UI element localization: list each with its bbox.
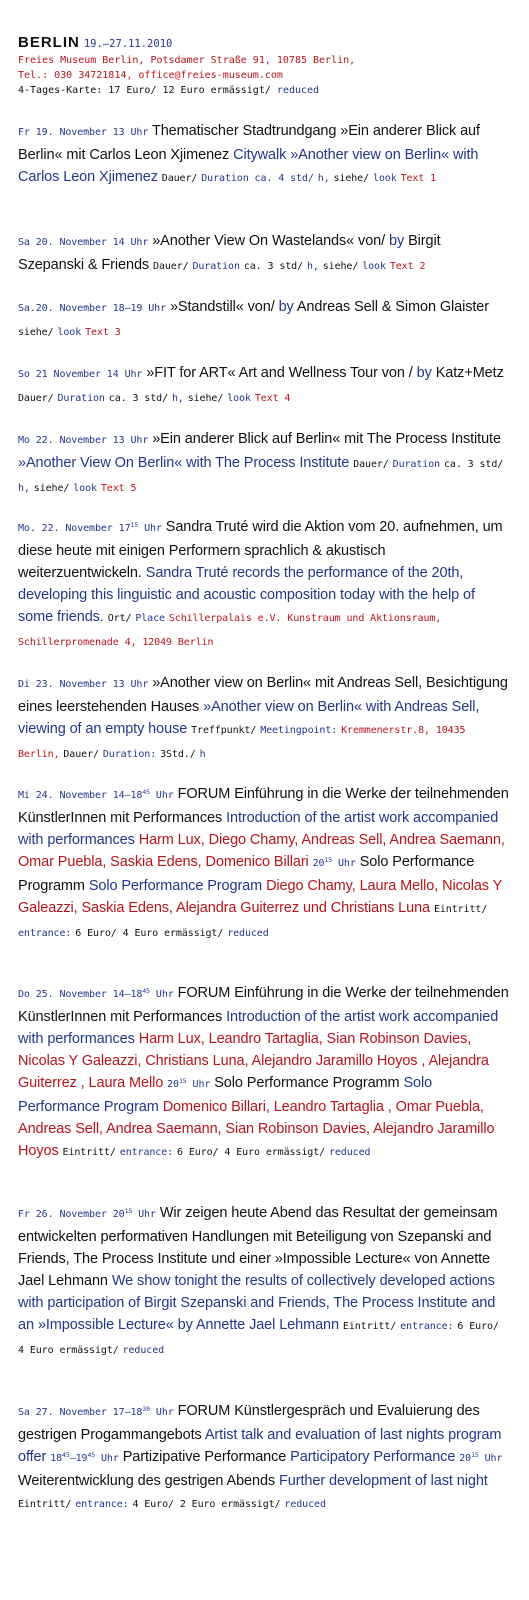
- event-date: Fr 19. November 13 Uhr: [18, 127, 149, 138]
- event-third-de: Weiterentwicklung des gestrigen Abends: [18, 1473, 276, 1489]
- meta-see-en: look: [57, 327, 82, 338]
- meta-price: 6 Euro/ 4 Euro ermässigt/: [18, 1321, 499, 1356]
- meta-see-en: look: [362, 261, 386, 272]
- meta-duration-en: Duration:: [102, 749, 157, 760]
- meta-place-en: Place: [135, 613, 165, 624]
- meta-see-en: look: [227, 393, 251, 404]
- meta-duration-en: Duration ca. 4 std/: [201, 173, 314, 184]
- event-artists: Birgit Szepanski & Friends: [18, 233, 441, 273]
- event-title-de: FORUM Einführung in die Werke der teilnehmenden KünstlerInnen mit Performances: [18, 786, 509, 826]
- meta-meeting-en: Meetingpoint:: [260, 725, 338, 736]
- meta-hours-en: h,: [171, 393, 184, 404]
- event-title-de: »Another view on Berlin« mit Andreas Sell, Besichtigung eines leerstehenden Hauses: [18, 675, 508, 715]
- meta-hours-en: h,: [18, 483, 30, 494]
- event-so-21: [18, 362, 510, 410]
- meta-entrance-en: entrance:: [18, 928, 72, 939]
- meta-entrance-de: Eintritt/: [342, 1321, 397, 1332]
- meta-see-de: siehe/: [18, 327, 54, 338]
- meta-see-de: siehe/: [333, 173, 370, 184]
- event-sa-20-evening: [18, 296, 510, 344]
- event-artists: Andreas Sell & Simon Glaister: [296, 299, 489, 315]
- event-do-25: [18, 982, 510, 1164]
- contact-line: Tel.: 030 34721814, office@freies-museum.com: [18, 70, 283, 81]
- event-mi-24: [18, 783, 510, 945]
- meta-duration-de: Dauer/: [18, 393, 54, 404]
- meta-entrance-en: entrance:: [400, 1321, 454, 1332]
- event-title-de: Wir zeigen heute Abend das Resultat der gemeinsam entwickelten performativen Handlungen mit Beteiligung von Szepanski and Friends, The Process Institute und einer »Impossible Lecture« von Annette Jael Lehmann: [18, 1205, 498, 1289]
- event-title-de: »Another View On Wastelands« von/: [152, 233, 386, 249]
- event-date: Sa 20. November 14 Uhr: [18, 237, 149, 248]
- event-subtitle-en: Solo Performance Program: [18, 1075, 433, 1115]
- meta-duration-value: ca. 3 std/: [108, 393, 168, 404]
- event-subtitle-en: Solo Performance Program: [88, 878, 263, 894]
- event-title-en: Sandra Truté records the performance of the 20th, developing this linguistic and acoustic composition today with the help of some friends.: [18, 565, 475, 625]
- event-third-en: Further development of last night: [279, 1473, 488, 1489]
- meta-see-en: look: [372, 173, 397, 184]
- meta-duration-value: ca. 3 std/: [443, 459, 504, 470]
- event-title-de: Thematischer Stadtrundgang »Ein anderer Blick auf Berlin« mit Carlos Leon Xjimenez: [18, 123, 480, 163]
- meta-price: 6 Euro/ 4 Euro ermässigt/: [177, 1147, 326, 1158]
- event-sa-20: [18, 230, 510, 278]
- event-artists: Harm Lux, Leandro Tartaglia, Sian Robinson Davies, Nicolas Y Galeazzi, Christians Luna, Alejandro Jaramillo Hoyos , Alejandra Guiterrez , Laura Mello: [18, 1031, 489, 1091]
- event-place: Kremmenerstr.8, 10435 Berlin,: [18, 725, 466, 760]
- event-artists-2: Diego Chamy, Laura Mello, Nicolas Y Galeazzi, Saskia Edens, Alejandra Guiterrez und Christians Luna: [18, 878, 502, 916]
- meta-place-de: Ort/: [107, 613, 132, 624]
- city-title: BERLIN: [18, 34, 80, 51]
- meta-duration-en: Duration: [392, 459, 441, 470]
- meta-entrance-de: Eintritt/: [62, 1147, 116, 1158]
- meta-duration-de: Dauer/: [153, 261, 189, 272]
- meta-see-de: siehe/: [187, 393, 224, 404]
- event-date: Fr 26. November $20^{15}$ Uhr: [18, 1207, 156, 1220]
- event-fr-19: [18, 120, 510, 190]
- meta-price: 4 Euro/ 2 Euro ermässigt/: [132, 1499, 281, 1510]
- event-time-2: $20^{15}$ Uhr: [312, 856, 356, 869]
- text-reference: Text 1: [400, 173, 437, 184]
- event-di-23: [18, 672, 510, 766]
- event-mo-22-evening: [18, 516, 510, 654]
- meta-duration-value: ca. 3 std/: [243, 261, 304, 272]
- ticket-price: 4-Tages-Karte: 17 Euro/ 12 Euro ermässigt/: [18, 85, 271, 96]
- event-title-de: FORUM Künstlergespräch und Evaluierung des gestrigen Progammangebots: [18, 1403, 480, 1443]
- meta-meeting-de: Treffpunkt/: [191, 725, 257, 736]
- event-artists-2: Domenico Billari, Leandro Tartaglia , Omar Puebla, Andreas Sell, Andrea Saemann, Sian Robinson Davies, Alejandro Jaramillo Hoyos: [18, 1099, 495, 1159]
- event-title-en: Citywalk »Another view on Berlin« with Carlos Leon Xjimenez: [18, 147, 479, 185]
- event-date: Do 25. November $14-18^{45}$ Uhr: [18, 987, 174, 1000]
- event-title-en: Introduction of the artist work accompanied with performances: [18, 1009, 499, 1047]
- meta-duration-en: Duration: [192, 261, 240, 272]
- event-time-2: $18^{45}-19^{45}$ Uhr: [50, 1451, 119, 1464]
- event-date: Di 23. November 13 Uhr: [18, 679, 149, 690]
- event-title-de: Sandra Truté wird die Aktion vom 20. aufnehmen, um diese heute mit einigen Performern sprachlich & akustisch weiterzuentwickeln.: [18, 519, 503, 581]
- meta-see-de: siehe/: [33, 483, 70, 494]
- meta-see-de: siehe/: [322, 261, 359, 272]
- event-sa-27: [18, 1400, 510, 1516]
- event-subtitle-en: Participatory Performance: [290, 1449, 456, 1465]
- event-time-2: $20^{15}$ Uhr: [167, 1077, 211, 1090]
- event-by: by: [278, 299, 294, 315]
- event-title-en: »Another View On Berlin« with The Process Institute: [18, 455, 350, 471]
- event-mo-22: [18, 428, 510, 500]
- meta-entrance-de: Eintritt/: [433, 904, 488, 915]
- meta-entrance-en: entrance:: [119, 1147, 174, 1158]
- event-artists: Harm Lux, Diego Chamy, Andreas Sell, Andrea Saemann, Omar Puebla, Saskia Edens, Domenico Billari: [18, 832, 505, 870]
- meta-reduced: reduced: [227, 928, 269, 939]
- ticket-reduced: reduced: [276, 85, 320, 96]
- event-date: Mo 22. November 13 Uhr: [18, 435, 149, 446]
- venue-address: Freies Museum Berlin, Potsdamer Straße 91, 10785 Berlin,: [18, 55, 356, 66]
- event-artists: Katz+Metz: [435, 365, 504, 381]
- event-title-en: Introduction of the artist work accompanied with performances: [18, 810, 499, 848]
- meta-hours-en: h: [199, 749, 206, 760]
- event-title-en: We show tonight the results of collectively developed actions with participation of Birgit Szepanski and Friends, The Process Institute and an »Impossible Lecture« by Annette Jael Lehmann: [18, 1273, 496, 1333]
- event-title-en: Artist talk and evaluation of last nights program offer: [18, 1427, 502, 1465]
- event-date: So 21 November 14 Uhr: [18, 369, 143, 380]
- event-date: Mo. 22. November $17^{15}$ Uhr: [18, 521, 162, 534]
- text-reference: Text 5: [100, 483, 137, 494]
- meta-reduced: reduced: [284, 1499, 326, 1510]
- event-date: Mi 24. November $14-18^{45}$ Uhr: [18, 788, 174, 801]
- event-date: Sa 27. November $17-18^{30}$ Uhr: [18, 1405, 174, 1418]
- event-title-de: FORUM Einführung in die Werke der teilnehmenden KünstlerInnen mit Performances: [18, 985, 509, 1025]
- meta-duration-de: Dauer/: [63, 749, 99, 760]
- event-subtitle-de: Partizipative Performance: [122, 1449, 287, 1465]
- event-title-de: »Ein anderer Blick auf Berlin« mit The Process Institute: [152, 431, 501, 447]
- meta-entrance-de: Eintritt/: [18, 1499, 72, 1510]
- event-title-en: »Another view on Berlin« with Andreas Sell, viewing of an empty house: [18, 699, 480, 737]
- meta-duration-de: Dauer/: [353, 459, 389, 470]
- meta-price: 6 Euro/ 4 Euro ermässigt/: [75, 928, 224, 939]
- meta-hours-en: h,: [317, 173, 330, 184]
- meta-duration-value: 3Std./: [160, 749, 196, 760]
- event-title-de: »Standstill« von/: [169, 299, 275, 315]
- event-by: by: [389, 233, 405, 249]
- meta-entrance-en: entrance:: [75, 1499, 129, 1510]
- event-date: Sa.20. November 18–19 Uhr: [18, 303, 167, 314]
- event-subtitle-de: Solo Performance Programm: [18, 854, 475, 894]
- text-reference: Text 2: [389, 261, 426, 272]
- header: [18, 34, 510, 98]
- meta-reduced: reduced: [122, 1345, 165, 1356]
- meta-duration-de: Dauer/: [161, 173, 198, 184]
- event-subtitle-de: Solo Performance Programm: [214, 1075, 400, 1091]
- event-place: Schillerpalais e.V. Kunstraum und Aktionsraum, Schillerpromenade 4, 12049 Berlin: [18, 613, 442, 648]
- event-fr-26: [18, 1202, 510, 1362]
- event-time-3: $20^{15}$ Uhr: [459, 1451, 503, 1464]
- event-title-de: »FIT for ART« Art and Wellness Tour von /: [146, 365, 413, 381]
- event-by: by: [416, 365, 432, 381]
- meta-duration-en: Duration: [57, 393, 105, 404]
- text-reference: Text 3: [85, 327, 121, 338]
- text-reference: Text 4: [254, 393, 291, 404]
- meta-hours-en: h,: [306, 261, 319, 272]
- festival-dates: 19.–27.11.2010: [83, 38, 173, 50]
- meta-reduced: reduced: [328, 1147, 371, 1158]
- meta-see-en: look: [73, 483, 97, 494]
